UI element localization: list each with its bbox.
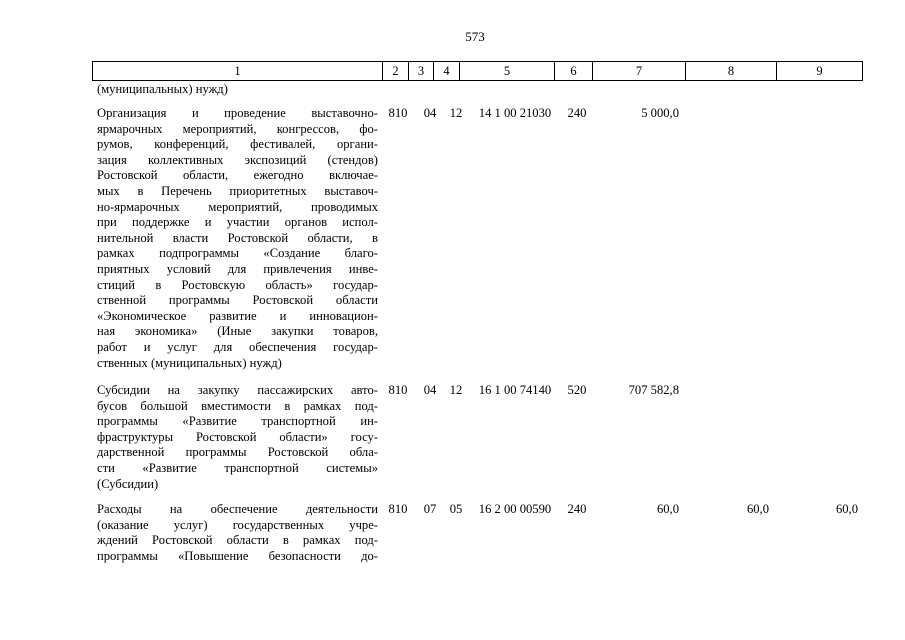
cell-col-4: 05	[449, 502, 463, 516]
description-line: бусов большой вместимости в рамках под-	[97, 398, 378, 413]
cell-col-9: 60,0	[835, 502, 858, 516]
description-line: нительной власти Ростовской области, в	[97, 230, 378, 245]
header-col-5: 5	[459, 62, 554, 80]
description-line: программы «Повышение безопасности до-	[97, 548, 378, 563]
description-line: Ростовской области, ежегодно включае-	[97, 168, 378, 183]
cell-col-7: 60,0	[656, 502, 679, 516]
header-col-4: 4	[433, 62, 459, 80]
cell-col-2: 810	[388, 502, 408, 516]
cell-col-4: 12	[449, 106, 463, 120]
row-description	[97, 106, 378, 371]
description-line: (оказание услуг) государственных учре-	[97, 517, 378, 532]
description-line: ственной программы Ростовской области	[97, 293, 378, 308]
description-line: программы «Развитие транспортной ин-	[97, 414, 378, 429]
header-col-1: 1	[234, 64, 241, 78]
description-line: ярмарочных мероприятий, конгрессов, фо-	[97, 121, 378, 136]
description-line: сти «Развитие транспортной системы»	[97, 460, 378, 475]
header-col-6: 6	[554, 62, 592, 80]
description-line: зация коллективных экспозиций (стендов)	[97, 152, 378, 167]
table-header	[92, 61, 863, 81]
description-line: рамках подпрограммы «Создание благо-	[97, 246, 378, 261]
cell-col-7: 707 582,8	[628, 383, 679, 397]
description-line: мых в Перечень приоритетных выставоч-	[97, 183, 378, 198]
cell-col-6: 240	[567, 502, 587, 516]
cell-col-5: 16 2 00 00590	[478, 502, 552, 516]
description-line: ственных (муниципальных) нужд)	[97, 355, 282, 370]
cell-col-7: 5 000,0	[641, 106, 679, 120]
description-line: румов, конференций, фестивалей, органи-	[97, 137, 378, 152]
cell-col-3: 04	[423, 106, 437, 120]
header-col-7: 7	[592, 62, 685, 80]
continuation-text: (муниципальных) нужд)	[97, 82, 228, 96]
cell-col-5: 16 1 00 74140	[478, 383, 552, 397]
description-line: но-ярмарочных мероприятий, проводимых	[97, 199, 378, 214]
description-line: при поддержке и участии органов испол-	[97, 215, 378, 230]
row-description	[97, 383, 378, 492]
description-line: «Экономическое развитие и инновацион-	[97, 308, 378, 323]
row-description	[97, 502, 378, 564]
header-col-9: 9	[776, 62, 862, 80]
description-line: работ и услуг для обеспечения государ-	[97, 339, 378, 354]
cell-col-8: 60,0	[746, 502, 769, 516]
description-line: Организация и проведение выставочно-	[97, 106, 378, 120]
header-col-3: 3	[408, 62, 433, 80]
cell-col-2: 810	[388, 106, 408, 120]
description-line: Субсидии на закупку пассажирских авто-	[97, 383, 378, 397]
page-number: 573	[465, 29, 485, 44]
description-line: дарственной программы Ростовской обла-	[97, 445, 378, 460]
description-line: приятных условий для привлечения инве-	[97, 261, 378, 276]
description-line: ная экономика» (Иные закупки товаров,	[97, 324, 378, 339]
description-line: ждений Ростовской области в рамках под-	[97, 533, 378, 548]
description-line: (Субсидии)	[97, 476, 159, 491]
cell-col-6: 520	[567, 383, 587, 397]
description-line: стиций в Ростовскую область» государ-	[97, 277, 378, 292]
header-col-8: 8	[685, 62, 776, 80]
description-line: фраструктуры Ростовской области» госу-	[97, 429, 378, 444]
cell-col-5: 14 1 00 21030	[478, 106, 552, 120]
description-line: Расходы на обеспечение деятельности	[97, 502, 378, 516]
header-col-2: 2	[382, 62, 408, 80]
cell-col-2: 810	[388, 383, 408, 397]
cell-col-6: 240	[567, 106, 587, 120]
cell-col-3: 07	[423, 502, 437, 516]
cell-col-3: 04	[423, 383, 437, 397]
cell-col-4: 12	[449, 383, 463, 397]
